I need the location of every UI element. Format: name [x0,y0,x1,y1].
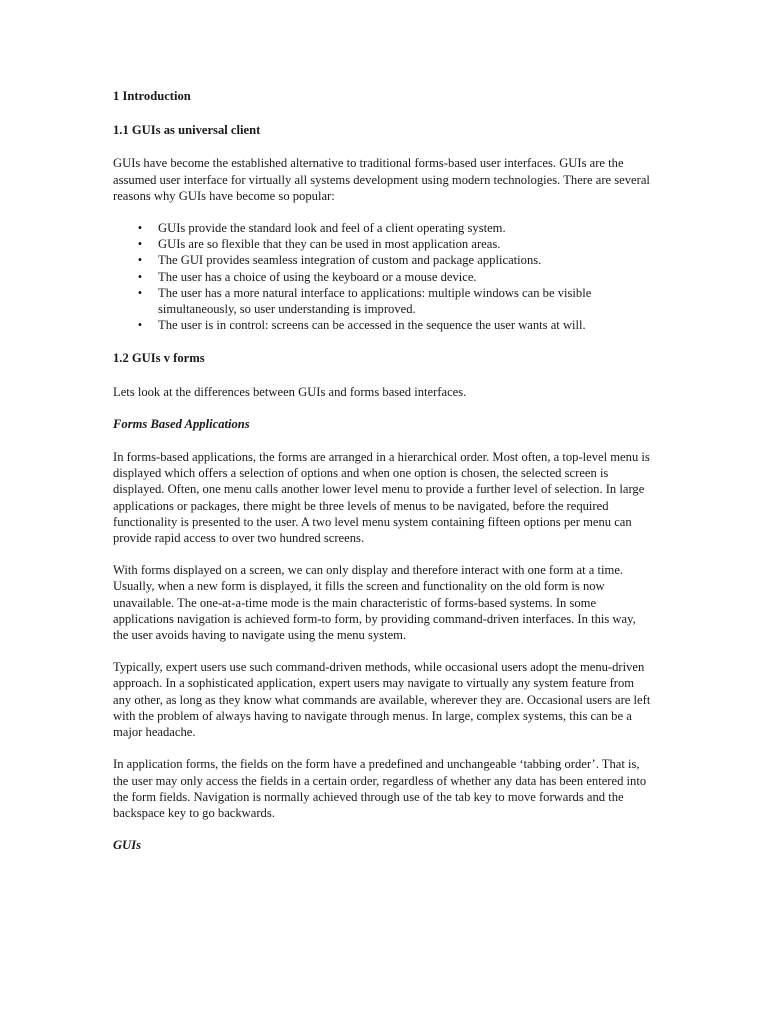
paragraph-intro: GUIs have become the established alternative to traditional forms-based user interfaces. GUIs are the assumed user interface for virtually all systems development using modern technologies. There are several reasons why GUIs have become so popular: [113,156,650,203]
document-page [113,88,653,870]
heading-introduction: 1 Introduction [113,89,191,103]
bullet-icon: • [137,285,143,300]
list-item-text: The user has a more natural interface to applications: multiple windows can be visible simultaneously, so user understanding is improved. [158,285,592,317]
list-item-text: The user has a choice of using the keyboard or a mouse device. [158,269,477,284]
paragraph-tabbing-order: In application forms, the fields on the form have a predefined and unchangeable ‘tabbing order’. That is, the user may only access the fields in a certain order, regardless of whether any data has been entered into the form fields. Navigation is normally achieved through use of the tab key to move forwards and the backspace key to go backwards. [113,757,647,820]
list-item [113,252,653,268]
bullet-icon: • [137,237,143,252]
subheading-forms-based-applications: Forms Based Applications [113,416,250,431]
heading-guis-v-forms: 1.2 GUIs v forms [113,351,205,366]
list-item [113,220,653,236]
heading-guis-universal-client: 1.1 GUIs as universal client [113,123,261,138]
bullet-icon: • [137,221,143,236]
paragraph-differences: Lets look at the differences between GUIs and forms based interfaces. [113,384,467,399]
list-item [113,317,653,333]
bullet-icon: • [137,318,143,333]
paragraph-forms-hierarchy: In forms-based applications, the forms are arranged in a hierarchical order. Most often, a top-level menu is displayed which offers a selection of options and when one option is chosen, the selected screen is displayed. Often, one menu calls another lower level menu to provide a further level of selection. In large applications or packages, there might be three levels of menus to be navigated, before the required functionality is presented to the user. A two level menu system containing fifteen options per menu can provide rapid access to over two hundred screens. [113,450,650,546]
list-item-text: The GUI provides seamless integration of custom and package applications. [158,253,542,268]
list-item [113,236,653,252]
paragraph-expert-users: Typically, expert users use such command-driven methods, while occasional users adopt the menu-driven approach. In a sophisticated application, expert users may navigate to virtually any system feature from any other, as long as they know what commands are available, wherever they are. Occasional users are left with the problem of always having to navigate through menus. In large, complex systems, this can be a major headache. [113,660,651,740]
list-item [113,269,653,285]
bullet-icon: • [137,269,143,284]
list-item-text: The user is in control: screens can be accessed in the sequence the user wants at will. [158,318,586,333]
bullet-icon: • [137,253,143,268]
paragraph-forms-one-at-a-time: With forms displayed on a screen, we can only display and therefore interact with one form at a time. Usually, when a new form is displayed, it fills the screen and functionality on the old form is now unavailable. The one-at-a-time mode is the main characteristic of forms-based systems. In some applications navigation is achieved form-to form, by providing command-driven interfaces. In this way, the user avoids having to navigate using the menu system. [113,563,636,643]
reasons-bullet-list [113,220,653,333]
list-item [113,285,653,317]
list-item-text: GUIs provide the standard look and feel of a client operating system. [158,221,506,236]
subheading-guis: GUIs [113,838,141,853]
list-item-text: GUIs are so flexible that they can be used in most application areas. [158,237,501,252]
